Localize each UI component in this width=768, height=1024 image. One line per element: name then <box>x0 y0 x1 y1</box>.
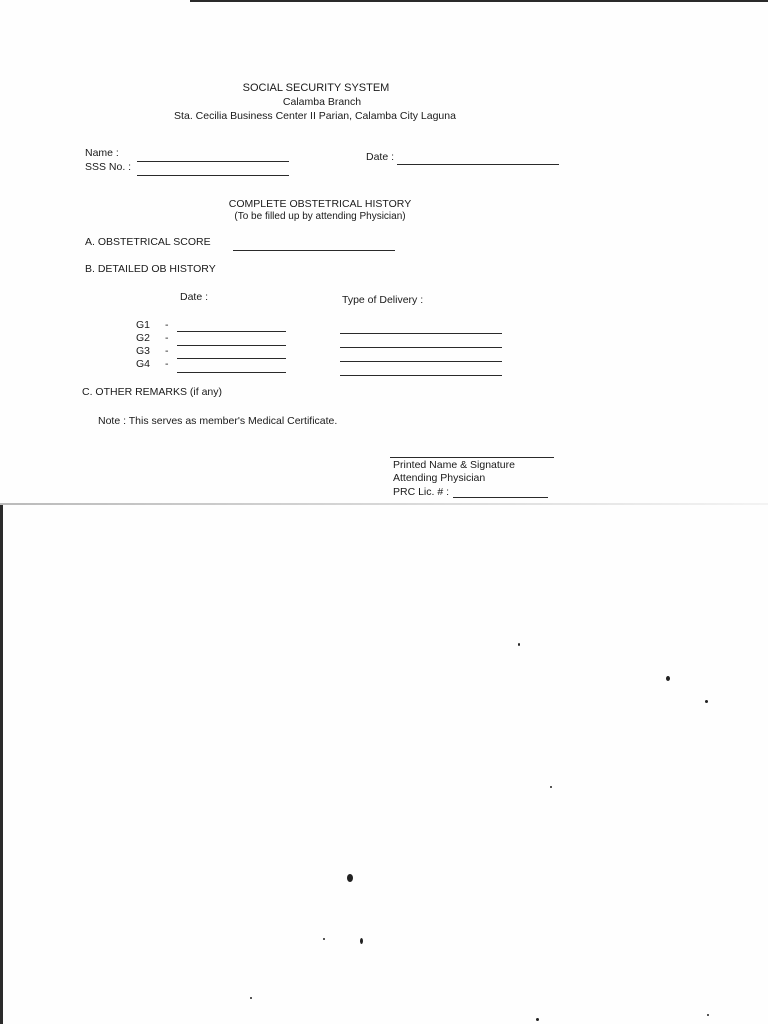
g4-delivery-line[interactable] <box>340 375 502 376</box>
prc-license-line[interactable] <box>453 497 548 498</box>
scan-left-edge <box>0 505 3 1024</box>
row-dash: - <box>165 358 169 370</box>
scan-speck <box>250 997 252 999</box>
scan-speck <box>360 938 363 944</box>
date-column-header: Date : <box>180 291 209 303</box>
date-label: Date : <box>366 151 395 163</box>
row-dash: - <box>165 332 169 344</box>
name-label: Name : <box>85 147 119 159</box>
form-title: COMPLETE OBSTETRICAL HISTORY <box>228 198 412 210</box>
date-field-line[interactable] <box>397 164 559 165</box>
name-field-line[interactable] <box>137 161 289 162</box>
certificate-note: Note : This serves as member's Medical Certificate. <box>98 415 338 427</box>
scan-speck <box>550 786 552 788</box>
gravida-label-g4: G4 <box>136 358 151 370</box>
branch-name: Calamba Branch <box>282 96 362 108</box>
row-dash: - <box>165 345 169 357</box>
paper-fold-line <box>0 503 768 505</box>
gravida-label-g1: G1 <box>136 319 151 331</box>
gravida-label-g2: G2 <box>136 332 151 344</box>
sss-label: SSS No. : <box>85 161 132 173</box>
form-subtitle: (To be filled up by attending Physician) <box>234 211 406 222</box>
scan-speck <box>705 700 708 703</box>
obstetrical-score-line[interactable] <box>233 250 395 251</box>
row-dash: - <box>165 319 169 331</box>
gravida-label-g3: G3 <box>136 345 151 357</box>
g2-delivery-line[interactable] <box>340 347 502 348</box>
section-a-label: A. OBSTETRICAL SCORE <box>85 236 211 248</box>
signature-line[interactable] <box>390 457 554 458</box>
scan-top-border <box>190 0 768 2</box>
g1-delivery-line[interactable] <box>340 333 502 334</box>
prc-license-label: PRC Lic. # : <box>393 486 450 498</box>
scan-speck <box>323 938 325 940</box>
g1-date-line[interactable] <box>177 331 286 332</box>
g4-date-line[interactable] <box>177 372 286 373</box>
scan-speck <box>536 1018 539 1021</box>
g3-delivery-line[interactable] <box>340 361 502 362</box>
org-title: SOCIAL SECURITY SYSTEM <box>242 82 390 94</box>
scan-speck <box>666 676 670 681</box>
scan-speck <box>347 874 353 882</box>
g2-date-line[interactable] <box>177 345 286 346</box>
section-c-label: C. OTHER REMARKS (if any) <box>82 386 223 398</box>
delivery-column-header: Type of Delivery : <box>342 294 424 306</box>
scan-speck <box>518 643 520 646</box>
section-b-label: B. DETAILED OB HISTORY <box>85 263 216 275</box>
physician-role-label: Attending Physician <box>393 472 486 484</box>
g3-date-line[interactable] <box>177 358 286 359</box>
printed-name-label: Printed Name & Signature <box>393 459 515 471</box>
branch-address: Sta. Cecilia Business Center II Parian, Calamba City Laguna <box>174 110 456 122</box>
scan-speck <box>707 1014 709 1016</box>
sss-field-line[interactable] <box>137 175 289 176</box>
